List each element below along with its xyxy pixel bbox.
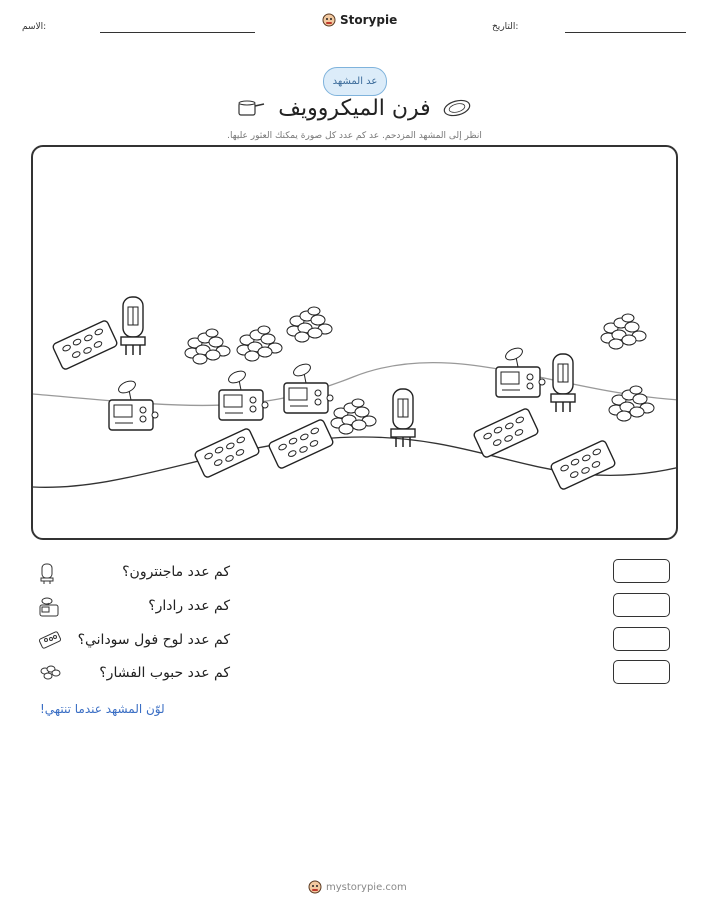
count-scene-badge: عد المشهد bbox=[323, 67, 387, 96]
date-label: التاريخ: bbox=[492, 22, 519, 32]
magnetron-icon bbox=[38, 563, 56, 589]
mascot-icon bbox=[322, 13, 336, 27]
question-popcorn: كم عدد حبوب الفشار؟ bbox=[99, 665, 230, 681]
radar-icon bbox=[38, 596, 60, 622]
answer-box-peanut-brittle[interactable] bbox=[613, 627, 670, 651]
color-instruction: لوّن المشهد عندما تنتهي! bbox=[40, 702, 165, 716]
page-title: فرن الميكروويف bbox=[278, 96, 431, 121]
footer-site bbox=[308, 880, 407, 894]
peanut-brittle-icon bbox=[38, 630, 62, 654]
answer-box-radar[interactable] bbox=[613, 593, 670, 617]
instructions: انظر إلى المشهد المزدحم. عد كم عدد كل صورة يمكنك العثور عليها. bbox=[227, 131, 482, 141]
question-radar: كم عدد رادار؟ bbox=[148, 598, 230, 614]
scene-panel bbox=[31, 145, 678, 540]
question-magnetron: كم عدد ماجنترون؟ bbox=[122, 564, 230, 580]
question-peanut-brittle: كم عدد لوح فول سوداني؟ bbox=[77, 632, 230, 648]
mascot-icon bbox=[308, 880, 322, 894]
brand-logo bbox=[322, 13, 397, 27]
name-label: الاسم: bbox=[22, 22, 47, 32]
answer-box-popcorn[interactable] bbox=[613, 660, 670, 684]
footer-url[interactable]: mystorypie.com bbox=[326, 881, 407, 893]
crowded-scene-illustration bbox=[33, 147, 678, 540]
popcorn-icon bbox=[38, 663, 62, 687]
bowl-icon bbox=[442, 98, 472, 122]
name-line bbox=[100, 32, 255, 33]
date-line bbox=[565, 32, 686, 33]
answer-box-magnetron[interactable] bbox=[613, 559, 670, 583]
brand-name: Storypie bbox=[340, 13, 398, 27]
